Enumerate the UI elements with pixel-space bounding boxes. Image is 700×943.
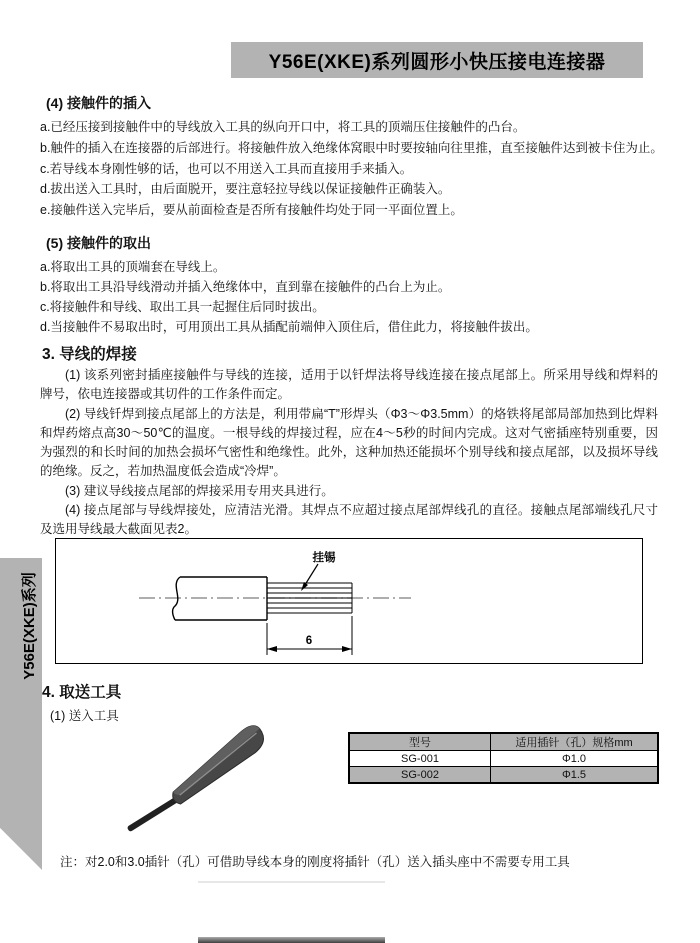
tool-spec-table — [348, 732, 659, 784]
faint-divider — [198, 881, 385, 883]
table-cell-spec: Φ1.0 — [491, 751, 659, 767]
list-item: c.将接触件和导线、取出工具一起握住后同时拔出。 — [40, 300, 325, 314]
list-item: a.已经压接到接触件中的导线放入工具的纵向开口中，将工具的顶端压住接触件的凸台。 — [40, 120, 526, 134]
table-header-row — [349, 733, 658, 751]
table-row — [349, 751, 658, 767]
table-cell-model: SG-002 — [349, 767, 491, 784]
section-insert-list — [40, 117, 680, 221]
list-item: a.将取出工具的顶端套在导线上。 — [40, 260, 226, 274]
section-insert-heading: (4) 接触件的插入 — [46, 95, 151, 111]
tinning-figure-frame — [55, 538, 643, 664]
tin-label: 挂锡 — [312, 552, 336, 564]
page-title-bar — [231, 42, 643, 78]
list-item: b.触件的插入在连接器的后部进行。将接触件放入绝缘体窝眼中时要按轴向往里推，直至接触件达到被卡住为止。 — [40, 140, 663, 155]
dimension-value: 6 — [305, 635, 313, 647]
wire-strands — [267, 583, 352, 613]
list-item: d.当接触件不易取出时，可用顶出工具从插配前端伸入顶住后，借住此力，将接触件拔出。 — [40, 320, 538, 334]
table-header-model: 型号 — [349, 733, 491, 751]
bottom-edge-bar — [198, 937, 385, 943]
list-item: d.拔出送入工具时，由后面脱开，要注意轻拉导线以保证接触件正确装入。 — [40, 182, 451, 197]
section-solder-paragraphs — [40, 366, 658, 540]
tool-body-highlight-facet — [165, 722, 267, 797]
paragraph: (1) 该系列密封插座接触件与导线的连接，适用于以钎焊法将导线连接在接点尾部上。所采用导线和焊料的牌号，依电连接器或其切件的工作条件而定。 — [40, 368, 658, 402]
list-item: e.接触件送入完毕后，要从前面检查是否所有接触件均处于同一平面位置上。 — [40, 203, 463, 218]
section-tools-heading: 4. 取送工具 — [42, 684, 122, 701]
list-item: c.若导线本身刚性够的话，也可以不用送入工具而直接用手来插入。 — [40, 161, 413, 176]
dimension-arrow-left — [267, 646, 277, 652]
dimension-arrow-right — [342, 646, 352, 652]
paragraph: (4) 接点尾部与导线焊接处，应清洁光滑。其焊点不应超过接点尾部焊线孔的直径。接触点尾部端线孔尺寸及选用导线最大截面见表2。 — [40, 503, 658, 537]
table-cell-model: SG-001 — [349, 751, 491, 767]
section-solder-heading: 3. 导线的焊接 — [42, 346, 137, 363]
series-side-label: Y56E(XKE)系列 — [21, 572, 38, 680]
table-header-spec: 适用插针（孔）规格mm — [491, 733, 659, 751]
list-item: b.将取出工具沿导线滑动并插入绝缘体中，直到靠在接触件的凸台上为止。 — [40, 280, 451, 294]
paragraph: (3) 建议导线接点尾部的焊接采用专用夹具进行。 — [65, 483, 334, 498]
insertion-tool-image — [112, 717, 288, 856]
table-row — [349, 767, 658, 784]
footnote: 注：对2.0和3.0插针（孔）可借助导线本身的刚度将插针（孔）送入插头座中不需要专用工具 — [60, 855, 570, 869]
section-remove-list — [40, 257, 680, 337]
table-cell-spec: Φ1.5 — [491, 767, 659, 784]
paragraph: (2) 导线钎焊到接点尾部上的方法是，利用带扁“T”形焊头（Φ3～Φ3.5mm）的烙铁将尾部局部加热到比焊料和焊药熔点高30～50℃的温度。一根导线的焊接过程，应在4～5秒的时间内完成。这对气密插座特别重要，因为强烈的和长时间的加热会损坏气密性和绝缘性。此外，这种加热还能损坏个别导线和接点尾部，以及损坏导线的绝缘。反之，若加热温度低会造成“冷焊”。 — [40, 406, 658, 479]
section-tools-subheading: (1) 送入工具 — [50, 709, 119, 723]
page-title: Y56E(XKE)系列圆形小快压接电连接器 — [268, 51, 606, 73]
section-remove-heading: (5) 接触件的取出 — [46, 235, 151, 251]
tinning-figure-drawing — [56, 539, 641, 662]
